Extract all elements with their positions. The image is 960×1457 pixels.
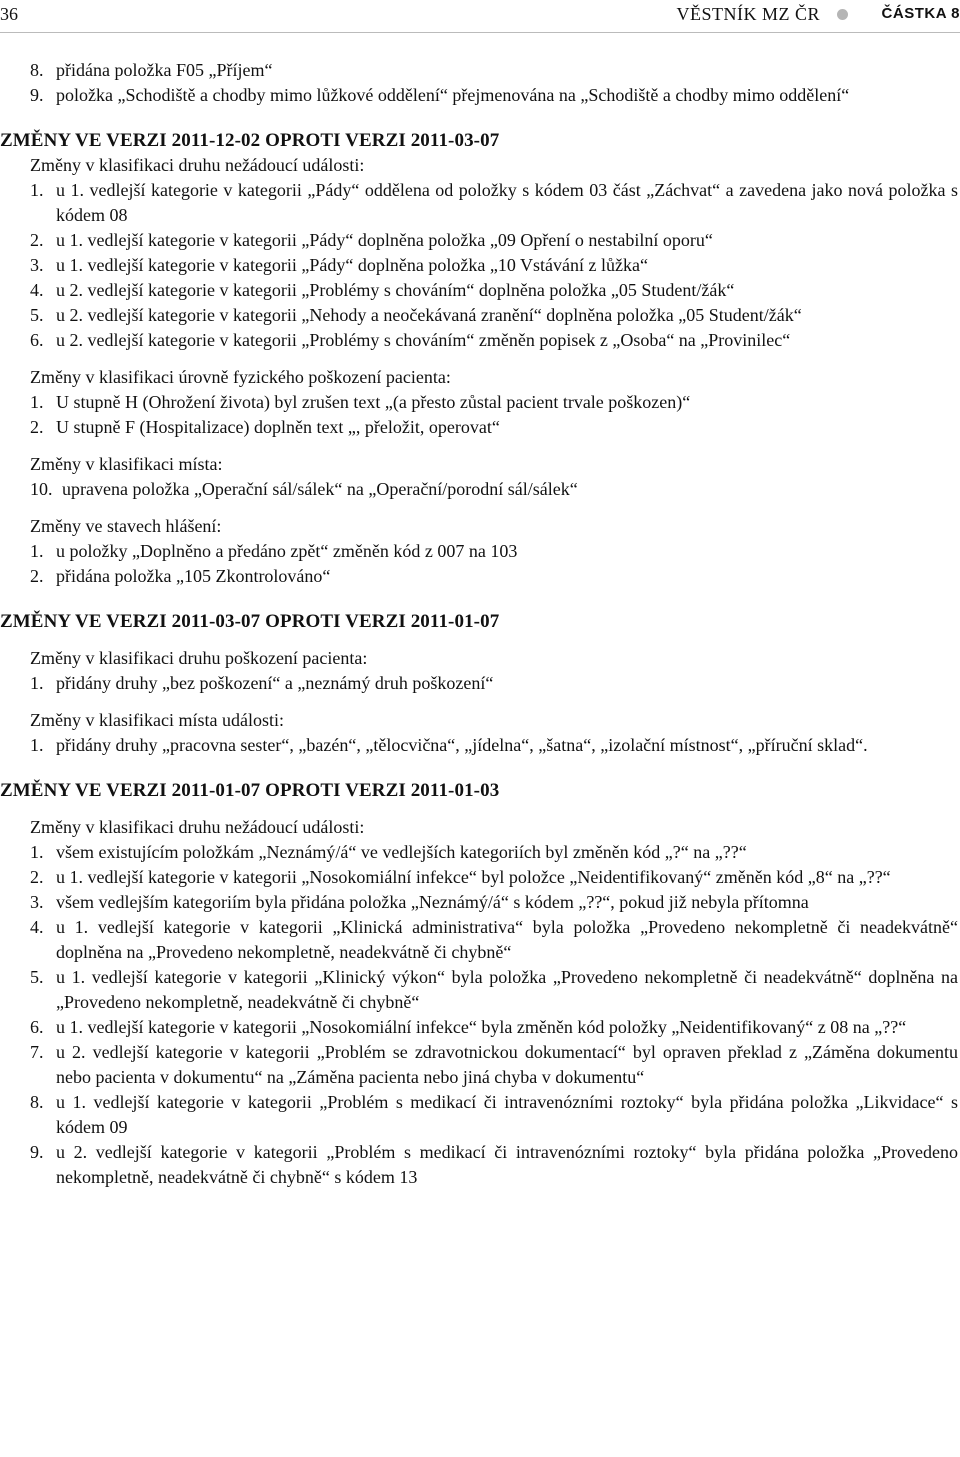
item-number: 9.	[30, 1142, 44, 1162]
change-list	[0, 477, 958, 502]
item-text: u 1. vedlejší kategorie v kategorii „Klinický výkon“ byla položka „Provedeno nekompletně či neadekvátně“ doplněna na „Provedeno nekompletně, neadekvátně či chybně“	[56, 967, 958, 1012]
item-text: u položky „Doplněno a předáno zpět“ změněn kód z 007 na 103	[56, 541, 518, 561]
page-number: 36	[0, 4, 18, 24]
list-item	[30, 1015, 958, 1040]
list-item	[30, 303, 958, 328]
list-item	[30, 328, 958, 353]
list-item	[30, 390, 958, 415]
change-list	[0, 178, 958, 353]
list-item	[30, 564, 958, 589]
list-item	[30, 477, 958, 502]
item-number: 4.	[30, 917, 44, 937]
item-number: 1.	[30, 673, 44, 693]
list-item	[30, 415, 958, 440]
list-item	[30, 671, 958, 696]
change-list	[0, 390, 958, 440]
item-text: přidána položka F05 „Příjem“	[56, 60, 273, 80]
item-text: U stupně F (Hospitalizace) doplněn text „, přeložit, operovat“	[56, 417, 500, 437]
document-body	[0, 58, 958, 1190]
list-item	[30, 228, 958, 253]
item-text: u 1. vedlejší kategorie v kategorii „Klinická administrativa“ byla položka „Provedeno nekompletně či neadekvátně“ doplněna na „Provedeno nekompletně, neadekvátně či chybně“	[56, 917, 958, 962]
list-item	[30, 733, 958, 758]
section-heading: ZMĚNY VE VERZI 2011-03-07 OPROTI VERZI 2011-01-07	[0, 611, 500, 632]
item-text: u 2. vedlejší kategorie v kategorii „Problémy s chováním“ doplněna položka „05 Student/žák“	[56, 280, 735, 300]
item-number: 6.	[30, 1017, 44, 1037]
subsection-heading: Změny v klasifikaci úrovně fyzického poškození pacienta:	[30, 367, 451, 387]
item-number: 1.	[30, 180, 44, 200]
item-text: U stupně H (Ohrožení života) byl zrušen text „(a přesto zůstal pacient trvale poškozen)“	[56, 392, 691, 412]
item-text: u 1. vedlejší kategorie v kategorii „Nosokomiální infekce“ byla změněn kód položky „Neidentifikovaný“ z 08 na „??“	[56, 1017, 907, 1037]
list-item	[30, 1140, 958, 1190]
list-item	[30, 1040, 958, 1090]
item-number: 1.	[30, 541, 44, 561]
subsection-heading: Změny v klasifikaci místa:	[30, 454, 223, 474]
change-list	[0, 733, 958, 758]
item-number: 1.	[30, 735, 44, 755]
list-item	[30, 278, 958, 303]
item-number: 5.	[30, 305, 44, 325]
item-number: 3.	[30, 892, 44, 912]
item-number: 9.	[30, 85, 44, 105]
part-label: ČÁSTKA 8	[881, 5, 960, 22]
item-text: u 1. vedlejší kategorie v kategorii „Nosokomiální infekce“ byl položce „Neidentifikovaný“ změněn kód „8“ na „??“	[56, 867, 891, 887]
item-number: 8.	[30, 60, 44, 80]
item-text: všem existujícím položkám „Neznámý/á“ ve vedlejších kategoriích byl změněn kód „?“ na „??“	[56, 842, 747, 862]
item-text: přidána položka „105 Zkontrolováno“	[56, 566, 331, 586]
item-number: 2.	[30, 230, 44, 250]
change-list	[0, 539, 958, 589]
list-item	[30, 890, 958, 915]
list-item	[30, 83, 958, 108]
list-item	[30, 539, 958, 564]
page-header	[0, 0, 960, 30]
item-text: u 2. vedlejší kategorie v kategorii „Nehody a neočekávaná zranění“ doplněna položka „05 Student/žák“	[56, 305, 802, 325]
item-number: 8.	[30, 1092, 44, 1112]
item-text: všem vedlejším kategoriím byla přidána položka „Neznámý/á“ s kódem „??“, pokud již nebyla přítomna	[56, 892, 809, 912]
list-item	[30, 253, 958, 278]
subsection-heading: Změny v klasifikaci druhu nežádoucí události:	[30, 155, 365, 175]
item-number: 10.	[30, 479, 53, 499]
item-text: přidány druhy „pracovna sester“, „bazén“, „tělocvična“, „jídelna“, „šatna“, „izolační místnost“, „příruční sklad“.	[56, 735, 868, 755]
subsection-heading: Změny v klasifikaci druhu nežádoucí události:	[30, 817, 365, 837]
intro-list	[0, 58, 958, 108]
item-number: 6.	[30, 330, 44, 350]
item-text: u 2. vedlejší kategorie v kategorii „Problémy s chováním“ změněn popisek z „Osoba“ na „Provinilec“	[56, 330, 791, 350]
list-item	[30, 178, 958, 228]
item-text: upravena položka „Operační sál/sálek“ na „Operační/porodní sál/sálek“	[62, 479, 578, 499]
item-text: přidány druhy „bez poškození“ a „neznámý druh poškození“	[56, 673, 494, 693]
item-number: 3.	[30, 255, 44, 275]
item-text: u 2. vedlejší kategorie v kategorii „Problém s medikací či intravenózními roztoky“ byla přidána položka „Provedeno nekompletně, neadekvátně či chybně“ s kódem 13	[56, 1142, 958, 1187]
bullet-dot-icon	[837, 9, 848, 20]
subsection-heading: Změny v klasifikaci druhu poškození pacienta:	[30, 648, 368, 668]
item-number: 1.	[30, 842, 44, 862]
subsection-heading: Změny ve stavech hlášení:	[30, 516, 222, 536]
item-number: 2.	[30, 867, 44, 887]
item-number: 5.	[30, 967, 44, 987]
list-item	[30, 840, 958, 865]
item-number: 1.	[30, 392, 44, 412]
item-text: u 1. vedlejší kategorie v kategorii „Pády“ oddělena od položky s kódem 03 část „Záchvat“ a zavedena jako nová položka s kódem 08	[56, 180, 958, 225]
change-list	[0, 671, 958, 696]
change-list	[0, 840, 958, 1190]
item-text: u 1. vedlejší kategorie v kategorii „Pády“ doplněna položka „09 Opření o nestabilní oporu“	[56, 230, 713, 250]
list-item	[30, 58, 958, 83]
subsection-heading: Změny v klasifikaci místa události:	[30, 710, 284, 730]
item-number: 2.	[30, 417, 44, 437]
header-divider	[0, 32, 960, 33]
item-text: u 1. vedlejší kategorie v kategorii „Pády“ doplněna položka „10 Vstávání z lůžka“	[56, 255, 648, 275]
list-item	[30, 1090, 958, 1140]
item-text: u 1. vedlejší kategorie v kategorii „Problém s medikací či intravenózními roztoky“ byla přidána položka „Likvidace“ s kódem 09	[56, 1092, 958, 1137]
item-number: 7.	[30, 1042, 44, 1062]
item-number: 4.	[30, 280, 44, 300]
section-heading: ZMĚNY VE VERZI 2011-12-02 OPROTI VERZI 2011-03-07	[0, 130, 500, 151]
list-item	[30, 915, 958, 965]
list-item	[30, 865, 958, 890]
section-heading: ZMĚNY VE VERZI 2011-01-07 OPROTI VERZI 2011-01-03	[0, 780, 500, 801]
list-item	[30, 965, 958, 1015]
item-number: 2.	[30, 566, 44, 586]
journal-title: VĚSTNÍK MZ ČR	[676, 4, 820, 24]
item-text: položka „Schodiště a chodby mimo lůžkové oddělení“ přejmenována na „Schodiště a chodby mimo oddělení“	[56, 85, 850, 105]
item-text: u 2. vedlejší kategorie v kategorii „Problém se zdravotnickou dokumentací“ byl opraven překlad z „Záměna dokumentu nebo pacienta v dokumentu“ na „Záměna pacienta nebo jiná chyba v dokumentu“	[56, 1042, 958, 1087]
